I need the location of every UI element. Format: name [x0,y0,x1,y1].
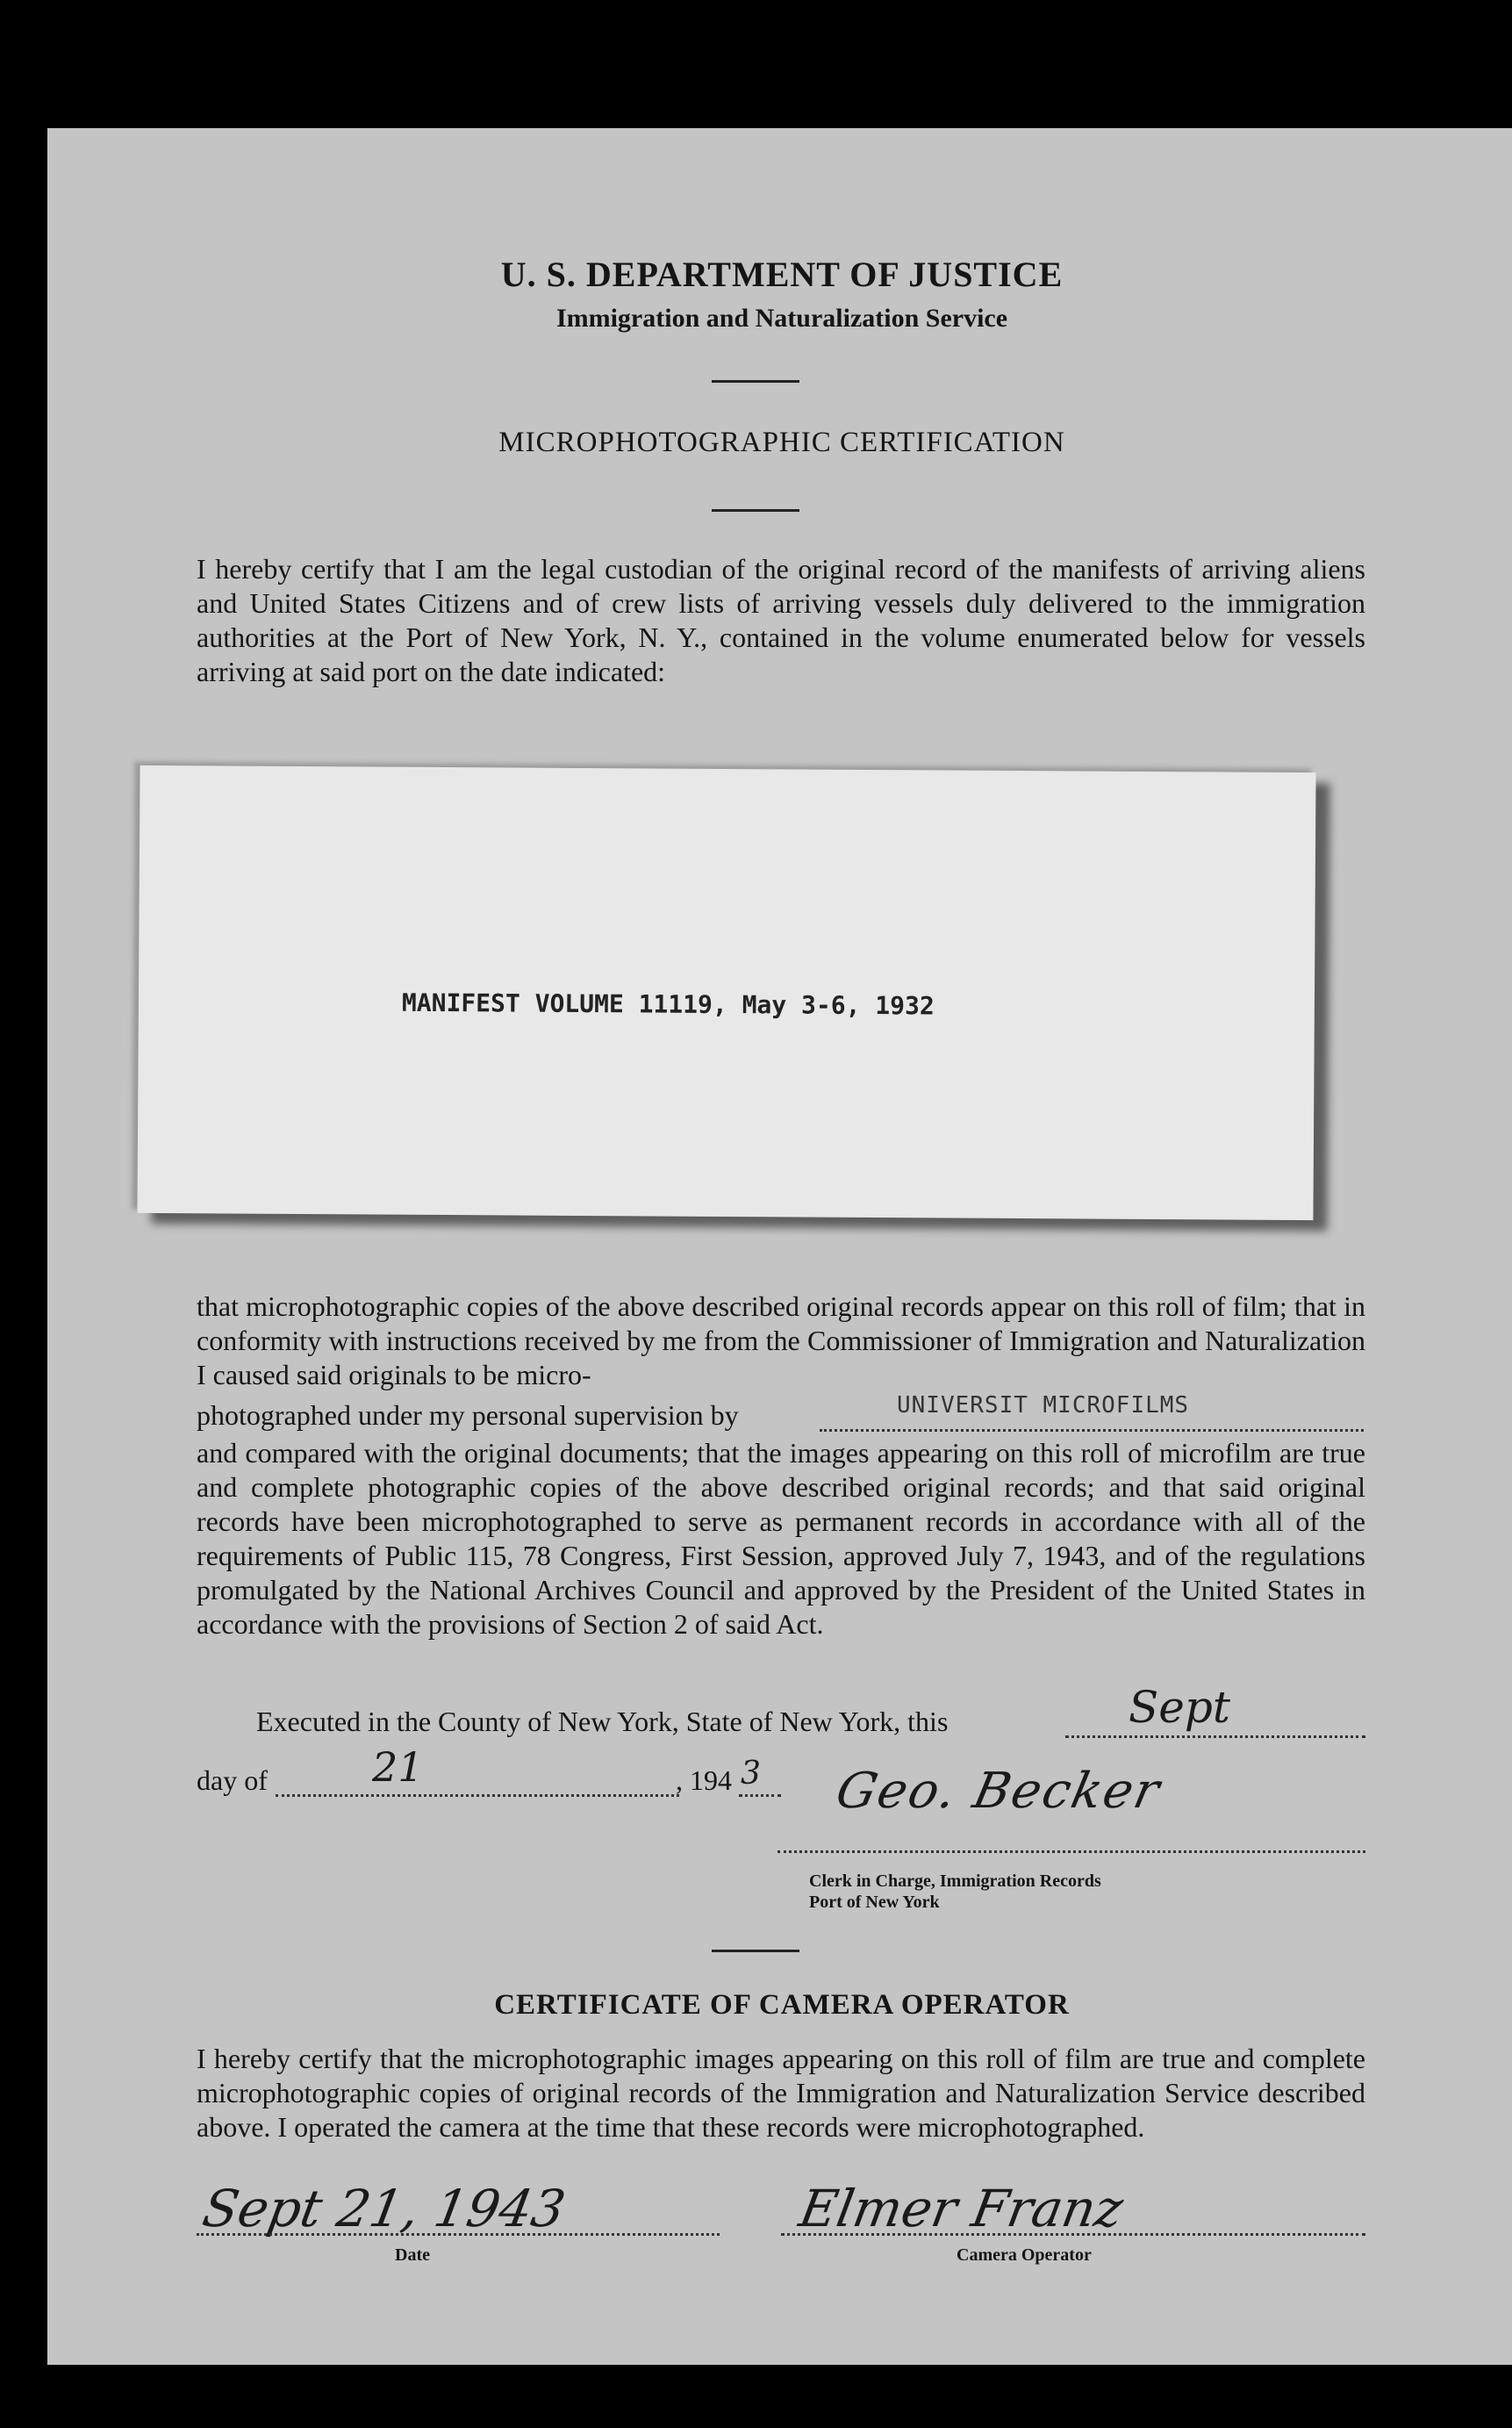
day-handwritten: 21 [372,1743,424,1791]
camera-operator-title: CERTIFICATE OF CAMERA OPERATOR [494,1989,1070,2021]
day-line [276,1794,679,1797]
divider-bottom [712,1950,799,1952]
camera-operator-paragraph: I hereby certify that the microphotographic images appearing on this roll of film are true and complete microphotographic copies of original records of the Immigration and Naturalization Service described above. I operated the camera at the time that these records were microphotographed. [197,2043,1365,2143]
service-subtitle: Immigration and Naturalization Service [555,304,1008,333]
executed-month-line [1065,1735,1365,1738]
body-paragraph-part2: and compared with the original documents; that the images appearing on this roll of microfilm are true and complete photographic copies of the above described original records; and that said original records have been microphotographed to serve as permanent records in accordance with all of the requirements of Public 115, 78 Congress, First Session, approved July 7, 1943, and of the regulations promulgated by the National Archives Council and approved by the President of the United States in accordance with the provisions of Section 2 of said Act. [197,1437,1365,1640]
year-prefix: , 194 [676,1764,732,1796]
clerk-signature-line [777,1850,1365,1853]
date-line [197,2233,720,2236]
certification-title: MICROPHOTOGRAPHIC CERTIFICATION [498,427,1065,458]
operator-line [781,2233,1365,2236]
supervision-line [820,1429,1364,1432]
executed-month-handwritten: Sept [1129,1682,1230,1733]
year-line [739,1794,781,1797]
intro-paragraph: I hereby certify that I am the legal custodian of the original record of the manifests of arriving aliens and United States Citizens and of crew lists of arriving vessels duly delivered to the immigration authorities at the Port of New York, N. Y., contained in the volume enumerated below for vessels arriving at said port on the date indicated: [197,553,1365,687]
operator-signature: Elmer Franz [795,2179,1128,2238]
clerk-title-1: Clerk in Charge, Immigration Records [809,1871,1101,1891]
manifest-volume-text: MANIFEST VOLUME 11119, May 3-6, 1932 [401,988,935,1021]
divider-second [712,509,799,512]
supervision-stamp: UNIVERSIT MICROFILMS [897,1392,1190,1419]
year-handwritten: 3 [741,1756,761,1792]
executed-prefix: Executed in the County of New York, State of New York, this [256,1706,949,1737]
date-label: Date [395,2245,430,2265]
body-paragraph-part1: that microphotographic copies of the above described original records appear on this roll of film; that in conformity with instructions received by me from the Commissioner of Immigration and Naturalization I caused said originals to be micro- [197,1290,1365,1390]
supervision-prefix: photographed under my personal supervision by [197,1399,739,1431]
manifest-volume-card [137,765,1315,1220]
date-handwritten: Sept 21, 1943 [198,2179,570,2238]
department-title: U. S. DEPARTMENT OF JUSTICE [500,255,1064,294]
day-prefix: day of [197,1764,268,1796]
operator-label: Camera Operator [957,2245,1092,2265]
clerk-signature: Geo. Becker [831,1763,1166,1820]
clerk-title-2: Port of New York [809,1893,940,1912]
certificate-page [47,128,1512,2365]
divider-top [712,380,799,383]
